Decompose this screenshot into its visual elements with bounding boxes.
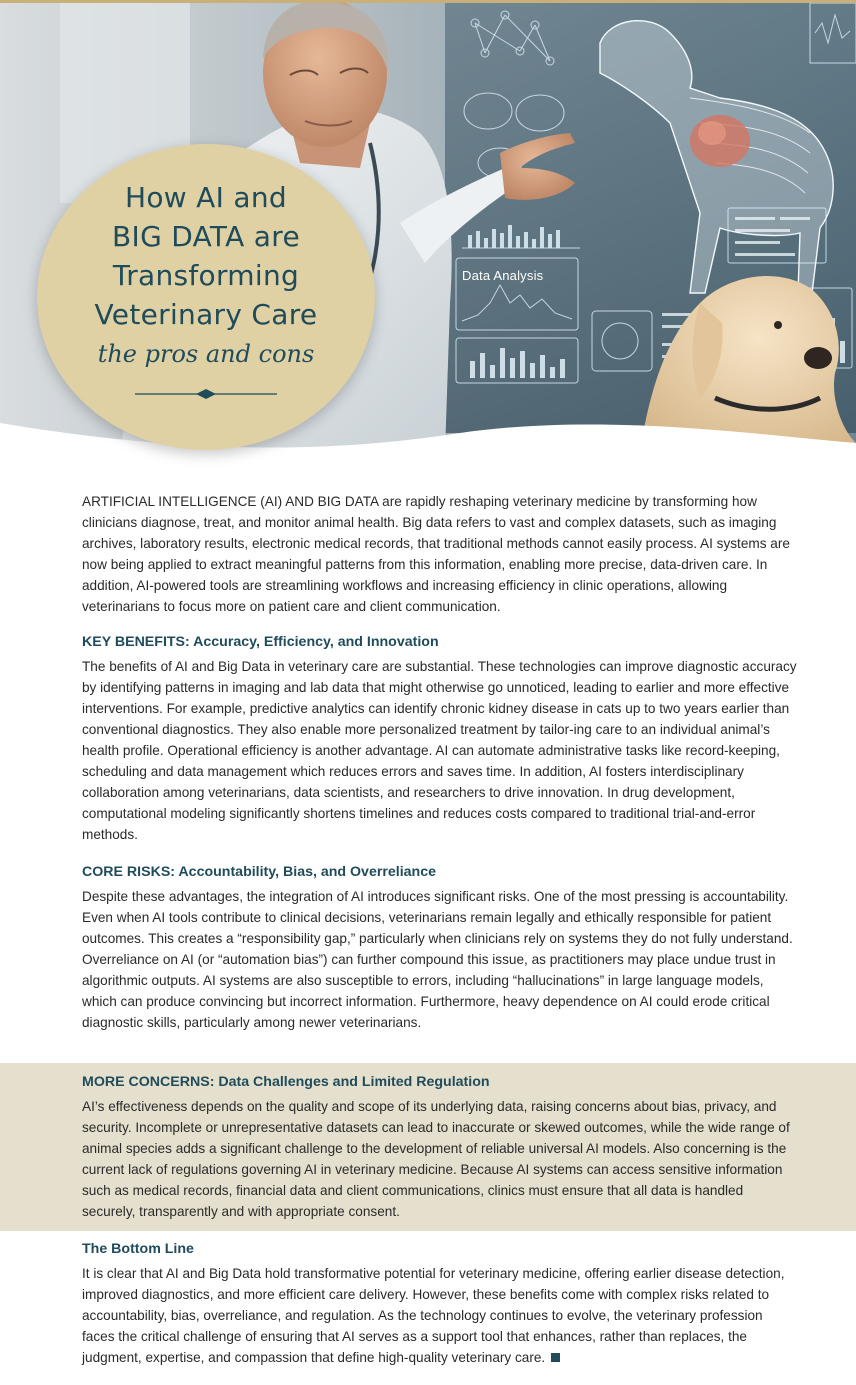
section-key-benefits [82, 632, 798, 845]
title-badge [37, 144, 375, 450]
headline-line: Transforming [112, 259, 300, 292]
headline-line: Veterinary Care [94, 298, 318, 331]
intro-paragraph: ARTIFICIAL INTELLIGENCE (AI) AND BIG DATA are rapidly reshaping veterinary medicine by transforming how clinicians diagnose, treat, and monitor animal health. Big data refers to vast and complex datasets, such as imaging archives, laboratory results, electronic medical records, that traditional methods cannot easily process. AI systems are now being applied to extract meaningful patterns from this information, enabling more precise, data-driven care. In addition, AI-powered tools are streamlining workflows and increasing efficiency in clinic operations, allowing veterinarians to focus more on patient care and client communication. [82, 494, 790, 614]
bottom-line-text: It is clear that AI and Big Data hold transformative potential for veterinary medicine, offering earlier disease detection, improved diagnostics, and more efficient care delivery. However, these benefits come with complex risks related to accountability, bias, overreliance, and regulation. As the technology continues to evolve, the veterinary profession faces the critical challenge of ensuring that AI serves as a support tool that enhances, rather than replaces, the judgment, expertise, and compassion that define high-quality veterinary care. [82, 1266, 785, 1365]
section-heading: MORE CONCERNS: Data Challenges and Limited Regulation [82, 1074, 490, 1090]
section-heading: The Bottom Line [82, 1241, 194, 1257]
headline [37, 178, 375, 334]
section-heading: KEY BENEFITS: Accuracy, Efficiency, and Innovation [82, 634, 439, 650]
section-body: The benefits of AI and Big Data in veterinary care are substantial. These technologies can improve diagnostic accuracy by identifying patterns in imaging and lab data that might otherwise go unnoticed, leading to earlier and more effective interventions. For example, predictive analytics can identify chronic kidney disease in cats up to two years earlier than conventional diagnostics. They also enable more personalized treatment by tailor-ing care to an individual animal’s health profile. Operational efficiency is another advantage. AI can automate administrative tasks like record-keeping, scheduling and data management which reduces errors and saves time. In addition, AI fosters interdisciplinary collaboration among veterinarians, data scientists, and researchers to drive innovation. In drug development, computational modeling significantly shortens timelines and reduces costs compared to traditional trial-and-error methods. [82, 659, 797, 842]
data-analysis-panel-label: Data Analysis [462, 268, 544, 283]
section-body [82, 1263, 798, 1368]
divider-ornament [135, 388, 277, 400]
section-core-risks [82, 862, 798, 1033]
section-bottom-line [82, 1239, 798, 1368]
headline-line: BIG DATA are [112, 220, 300, 253]
section-more-concerns [82, 1072, 798, 1222]
end-of-article-mark [551, 1353, 560, 1362]
headline-line: How AI and [125, 181, 287, 214]
section-body: Despite these advantages, the integration of AI introduces significant risks. One of the most pressing is accountability. Even when AI tools contribute to clinical decisions, veterinarians remain legally and ethically responsible for patient outcomes. This creates a “responsibility gap,” particularly when clinicians rely on systems they do not fully understand. Overreliance on AI (or “automation bias”) can further compound this issue, as practitioners may place undue trust in algorithmic outputs. AI systems are also susceptible to errors, including “hallucinations” in large language models, which can produce convincing but incorrect information. Furthermore, heavy dependence on AI could erode critical diagnostic skills, particularly among newer veterinarians. [82, 889, 793, 1030]
section-body: AI’s effectiveness depends on the quality and scope of its underlying data, raising concerns about bias, privacy, and security. Incomplete or unrepresentative datasets can lead to inaccurate or skewed outcomes, while the wide range of animal species adds a significant challenge to the development of reliable universal AI models. Also concerning is the current lack of regulations governing AI in veterinary medicine. Because AI systems can access sensitive information such as medical records, financial data and client communications, clinics must ensure that all data is handled securely, transparently and with appropriate consent. [82, 1099, 790, 1219]
section-heading: CORE RISKS: Accountability, Bias, and Overreliance [82, 864, 436, 880]
headline-subtitle: the pros and cons [97, 340, 315, 368]
